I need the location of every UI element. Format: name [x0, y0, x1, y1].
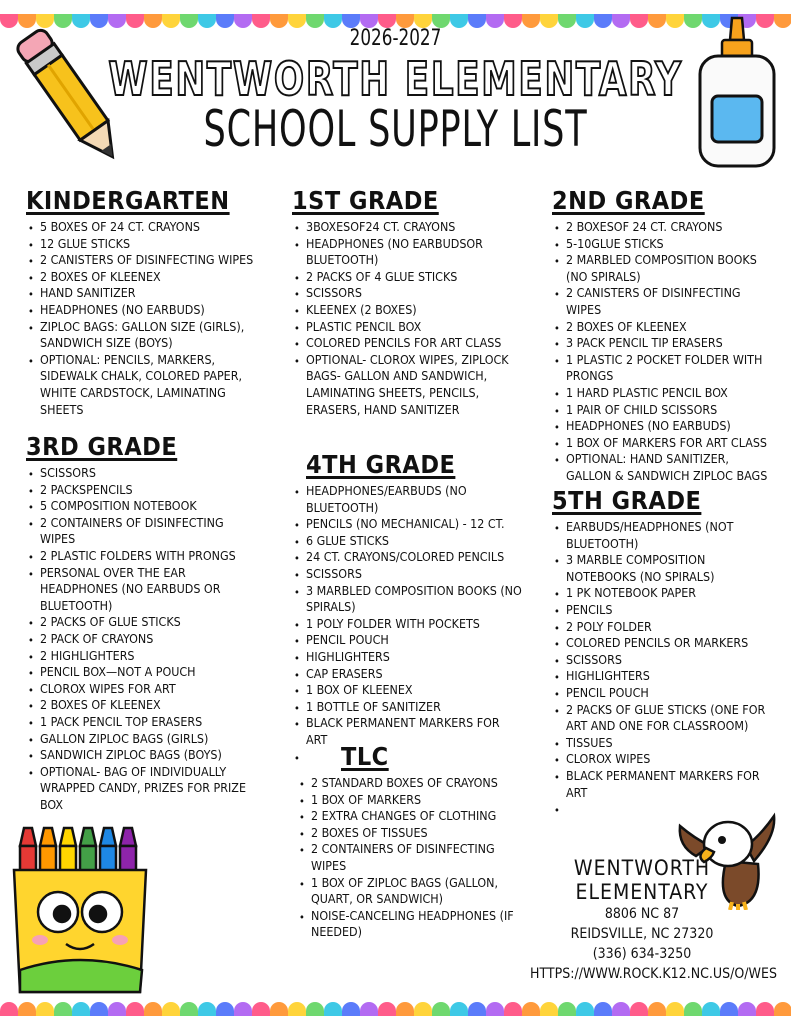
contact-school-name-line1: WENTWORTH — [573, 856, 711, 880]
school-contact-info — [530, 856, 777, 984]
list-item: • COLORED PENCILS OR MARKERS — [566, 635, 777, 652]
list-item: • 2 PACKS OF GLUE STICKS — [40, 614, 248, 631]
section-title-first-grade: 1ST GRADE — [292, 186, 439, 215]
list-item: • CAP ERASERS — [306, 666, 524, 683]
section-title-third-grade: 3RD GRADE — [26, 432, 178, 461]
list-item: • 5 COMPOSITION NOTEBOOK — [40, 498, 248, 515]
list-item: • HEADPHONES/EARBUDS (NO BLUETOOTH) — [306, 483, 524, 516]
list-item: • 1 BOX OF MARKERS — [311, 792, 529, 809]
list-item: • PLASTIC PENCIL BOX — [306, 319, 524, 336]
border-scallop — [36, 1002, 54, 1016]
list-item: • PENCIL POUCH — [566, 685, 777, 702]
border-scallop — [414, 1002, 432, 1016]
border-scallop — [432, 1002, 450, 1016]
list-item: • 1 POLY FOLDER WITH POCKETS — [306, 616, 524, 633]
crayon-box-icon — [10, 820, 160, 998]
page-title: SCHOOL SUPPLY LIST — [203, 100, 588, 158]
item-list-second-grade — [552, 219, 777, 485]
list-item: • 2 CONTAINERS OF DISINFECTING WIPES — [40, 515, 248, 548]
list-item: • 2 BOXES OF KLEENEX — [40, 269, 256, 286]
item-list-kindergarten — [26, 219, 256, 418]
list-item: • 5-10GLUE STICKS — [566, 236, 777, 253]
list-item: • 1 PLASTIC 2 POCKET FOLDER WITH PRONGS — [566, 352, 777, 385]
list-item: • PENCIL POUCH — [306, 632, 524, 649]
border-scallop — [576, 1002, 594, 1016]
section-title-fifth-grade: 5TH GRADE — [552, 486, 702, 515]
list-item: • 5 BOXES OF 24 CT. CRAYONS — [40, 219, 256, 236]
border-scallop — [450, 1002, 468, 1016]
list-item: • 2 CANISTERS OF DISINFECTING WIPES — [566, 285, 777, 318]
list-item: • 3 PACK PENCIL TIP ERASERS — [566, 335, 777, 352]
list-item: • CLOROX WIPES FOR ART — [40, 681, 248, 698]
border-scallop — [162, 1002, 180, 1016]
list-item: • 2 EXTRA CHANGES OF CLOTHING — [311, 808, 529, 825]
school-name-title: WENTWORTH ELEMENTARY — [108, 52, 683, 106]
contact-phone: (336) 634-3250 — [592, 946, 692, 962]
list-item: • ZIPLOC BAGS: GALLON SIZE (GIRLS), SANDWICH SIZE (BOYS) — [40, 319, 256, 352]
list-item: • SCISSORS — [40, 465, 248, 482]
list-item: • OPTIONAL- CLOROX WIPES, ZIPLOCK BAGS- GALLON AND SANDWICH, LAMINATING SHEETS, PENCILS, ERASERS, HAND SANITIZER — [306, 352, 524, 418]
list-item: • 12 GLUE STICKS — [40, 236, 256, 253]
border-scallop — [522, 1002, 540, 1016]
border-scallop — [648, 1002, 666, 1016]
list-item: • 1 BOTTLE OF SANITIZER — [306, 699, 524, 716]
list-item: • 1 PACK PENCIL TOP ERASERS — [40, 714, 248, 731]
border-scallop — [540, 1002, 558, 1016]
border-scallop — [774, 1002, 791, 1016]
border-scallop — [702, 1002, 720, 1016]
section-title-tlc: TLC — [341, 742, 389, 771]
item-list-third-grade — [26, 465, 248, 813]
list-item: • 2 BOXESOF 24 CT. CRAYONS — [566, 219, 777, 236]
list-item: • 1 BOX OF KLEENEX — [306, 682, 524, 699]
item-list-tlc — [297, 775, 529, 941]
list-item: • 2 BOXES OF KLEENEX — [566, 319, 777, 336]
section-first-grade — [292, 186, 524, 418]
border-scallop — [144, 1002, 162, 1016]
border-scallop — [54, 1002, 72, 1016]
list-item: • CLOROX WIPES — [566, 751, 777, 768]
border-scallop — [612, 1002, 630, 1016]
list-item: • 24 CT. CRAYONS/COLORED PENCILS — [306, 549, 524, 566]
border-scallop — [396, 1002, 414, 1016]
list-item: • GALLON ZIPLOC BAGS (GIRLS) — [40, 731, 248, 748]
border-scallop — [126, 1002, 144, 1016]
border-scallop — [378, 1002, 396, 1016]
border-scallop — [504, 1002, 522, 1016]
border-scallop — [72, 1002, 90, 1016]
border-scallop — [306, 1002, 324, 1016]
list-item: • OPTIONAL: HAND SANITIZER, GALLON & SANDWICH ZIPLOC BAGS — [566, 451, 777, 484]
list-item: • 2 BOXES OF KLEENEX — [40, 697, 248, 714]
list-item: • 2 STANDARD BOXES OF CRAYONS — [311, 775, 529, 792]
border-scallop — [0, 1002, 18, 1016]
border-scallop — [666, 1002, 684, 1016]
list-item: • TISSUES — [566, 735, 777, 752]
border-scallop — [486, 1002, 504, 1016]
section-title-fourth-grade: 4TH GRADE — [306, 450, 456, 479]
bottom-rainbow-border — [0, 1002, 791, 1016]
list-item: • HIGHLIGHTERS — [566, 668, 777, 685]
list-item: • 2 MARBLED COMPOSITION BOOKS (NO SPIRALS) — [566, 252, 777, 285]
list-item: • COLORED PENCILS FOR ART CLASS — [306, 335, 524, 352]
list-item: • SCISSORS — [566, 652, 777, 669]
list-item: • HIGHLIGHTERS — [306, 649, 524, 666]
list-item: • PENCIL BOX—NOT A POUCH — [40, 664, 248, 681]
list-item: • 2 PACKS OF 4 GLUE STICKS — [306, 269, 524, 286]
list-item: • SANDWICH ZIPLOC BAGS (BOYS) — [40, 747, 248, 764]
list-item: • 2 PACKSPENCILS — [40, 482, 248, 499]
list-item: • 2 BOXES OF TISSUES — [311, 825, 529, 842]
list-item: • SCISSORS — [306, 285, 524, 302]
list-item: • PENCILS — [566, 602, 777, 619]
border-scallop — [594, 1002, 612, 1016]
border-scallop — [558, 1002, 576, 1016]
border-scallop — [720, 1002, 738, 1016]
border-scallop — [216, 1002, 234, 1016]
list-item: • OPTIONAL: PENCILS, MARKERS, SIDEWALK CHALK, COLORED PAPER, WHITE CARDSTOCK, LAMINATING SHEETS — [40, 352, 256, 418]
list-item: • KLEENEX (2 BOXES) — [306, 302, 524, 319]
list-item: • HEADPHONES (NO EARBUDS) — [40, 302, 256, 319]
border-scallop — [108, 1002, 126, 1016]
list-item: • 2 POLY FOLDER — [566, 619, 777, 636]
border-scallop — [288, 1002, 306, 1016]
section-second-grade — [552, 186, 777, 485]
contact-address-street: 8806 NC 87 — [604, 906, 680, 922]
list-item: • SCISSORS — [306, 566, 524, 583]
list-item: • 1 HARD PLASTIC PENCIL BOX — [566, 385, 777, 402]
list-item: • 1 PK NOTEBOOK PAPER — [566, 585, 777, 602]
list-item: • PENCILS (NO MECHANICAL) - 12 CT. — [306, 516, 524, 533]
list-item: • PERSONAL OVER THE EAR HEADPHONES (NO EARBUDS OR BLUETOOTH) — [40, 565, 248, 615]
list-item: • HAND SANITIZER — [40, 285, 256, 302]
border-scallop — [468, 1002, 486, 1016]
border-scallop — [342, 1002, 360, 1016]
border-scallop — [18, 1002, 36, 1016]
section-fourth-grade — [292, 450, 524, 765]
list-item: • NOISE-CANCELING HEADPHONES (IF NEEDED) — [311, 908, 529, 941]
contact-address-city: REIDSVILLE, NC 27320 — [570, 926, 714, 942]
list-item: • HEADPHONES (NO EARBUDSOR BLUETOOTH) — [306, 236, 524, 269]
item-list-fifth-grade — [552, 519, 777, 818]
list-item: • 3BOXESOF24 CT. CRAYONS — [306, 219, 524, 236]
list-item: • 2 CONTAINERS OF DISINFECTING WIPES — [311, 841, 529, 874]
section-title-kindergarten: KINDERGARTEN — [26, 186, 230, 215]
border-scallop — [738, 1002, 756, 1016]
list-item: • 2 PLASTIC FOLDERS WITH PRONGS — [40, 548, 248, 565]
section-kindergarten — [26, 186, 256, 418]
border-scallop — [180, 1002, 198, 1016]
border-scallop — [270, 1002, 288, 1016]
section-fifth-grade — [552, 486, 777, 818]
list-item: • 2 PACKS OF GLUE STICKS (ONE FOR ART AND ONE FOR CLASSROOM) — [566, 702, 777, 735]
item-list-fourth-grade — [292, 483, 524, 765]
item-list-first-grade — [292, 219, 524, 418]
list-item: • 2 CANISTERS OF DISINFECTING WIPES — [40, 252, 256, 269]
border-scallop — [756, 1002, 774, 1016]
list-item: • 2 HIGHLIGHTERS — [40, 648, 248, 665]
list-item: • BLACK PERMANENT MARKERS FOR ART — [566, 768, 777, 801]
section-third-grade — [26, 432, 248, 813]
list-item: • 3 MARBLE COMPOSITION NOTEBOOKS (NO SPIRALS) — [566, 552, 777, 585]
border-scallop — [234, 1002, 252, 1016]
border-scallop — [684, 1002, 702, 1016]
border-scallop — [324, 1002, 342, 1016]
list-item: • 1 BOX OF ZIPLOC BAGS (GALLON, QUART, OR SANDWICH) — [311, 875, 529, 908]
list-item: • BLACK PERMANENT MARKERS FOR ART — [306, 715, 524, 748]
border-scallop — [630, 1002, 648, 1016]
list-item: • 1 BOX OF MARKERS FOR ART CLASS — [566, 435, 777, 452]
contact-website-link[interactable]: HTTPS://WWW.ROCK.K12.NC.US/O/WES — [530, 966, 777, 982]
border-scallop — [252, 1002, 270, 1016]
list-item: • HEADPHONES (NO EARBUDS) — [566, 418, 777, 435]
border-scallop — [360, 1002, 378, 1016]
list-item: • OPTIONAL- BAG OF INDIVIDUALLY WRAPPED CANDY, PRIZES FOR PRIZE BOX — [40, 764, 248, 814]
border-scallop — [198, 1002, 216, 1016]
list-item: • 2 PACK OF CRAYONS — [40, 631, 248, 648]
list-item: • EARBUDS/HEADPHONES (NOT BLUETOOTH) — [566, 519, 777, 552]
list-item: • 6 GLUE STICKS — [306, 533, 524, 550]
section-tlc — [297, 742, 529, 941]
list-item: • 3 MARBLED COMPOSITION BOOKS (NO SPIRALS) — [306, 583, 524, 616]
school-year: 2026-2027 — [349, 26, 442, 51]
list-item: • 1 PAIR OF CHILD SCISSORS — [566, 402, 777, 419]
contact-school-name-line2: ELEMENTARY — [575, 880, 709, 904]
section-title-second-grade: 2ND GRADE — [552, 186, 705, 215]
border-scallop — [90, 1002, 108, 1016]
